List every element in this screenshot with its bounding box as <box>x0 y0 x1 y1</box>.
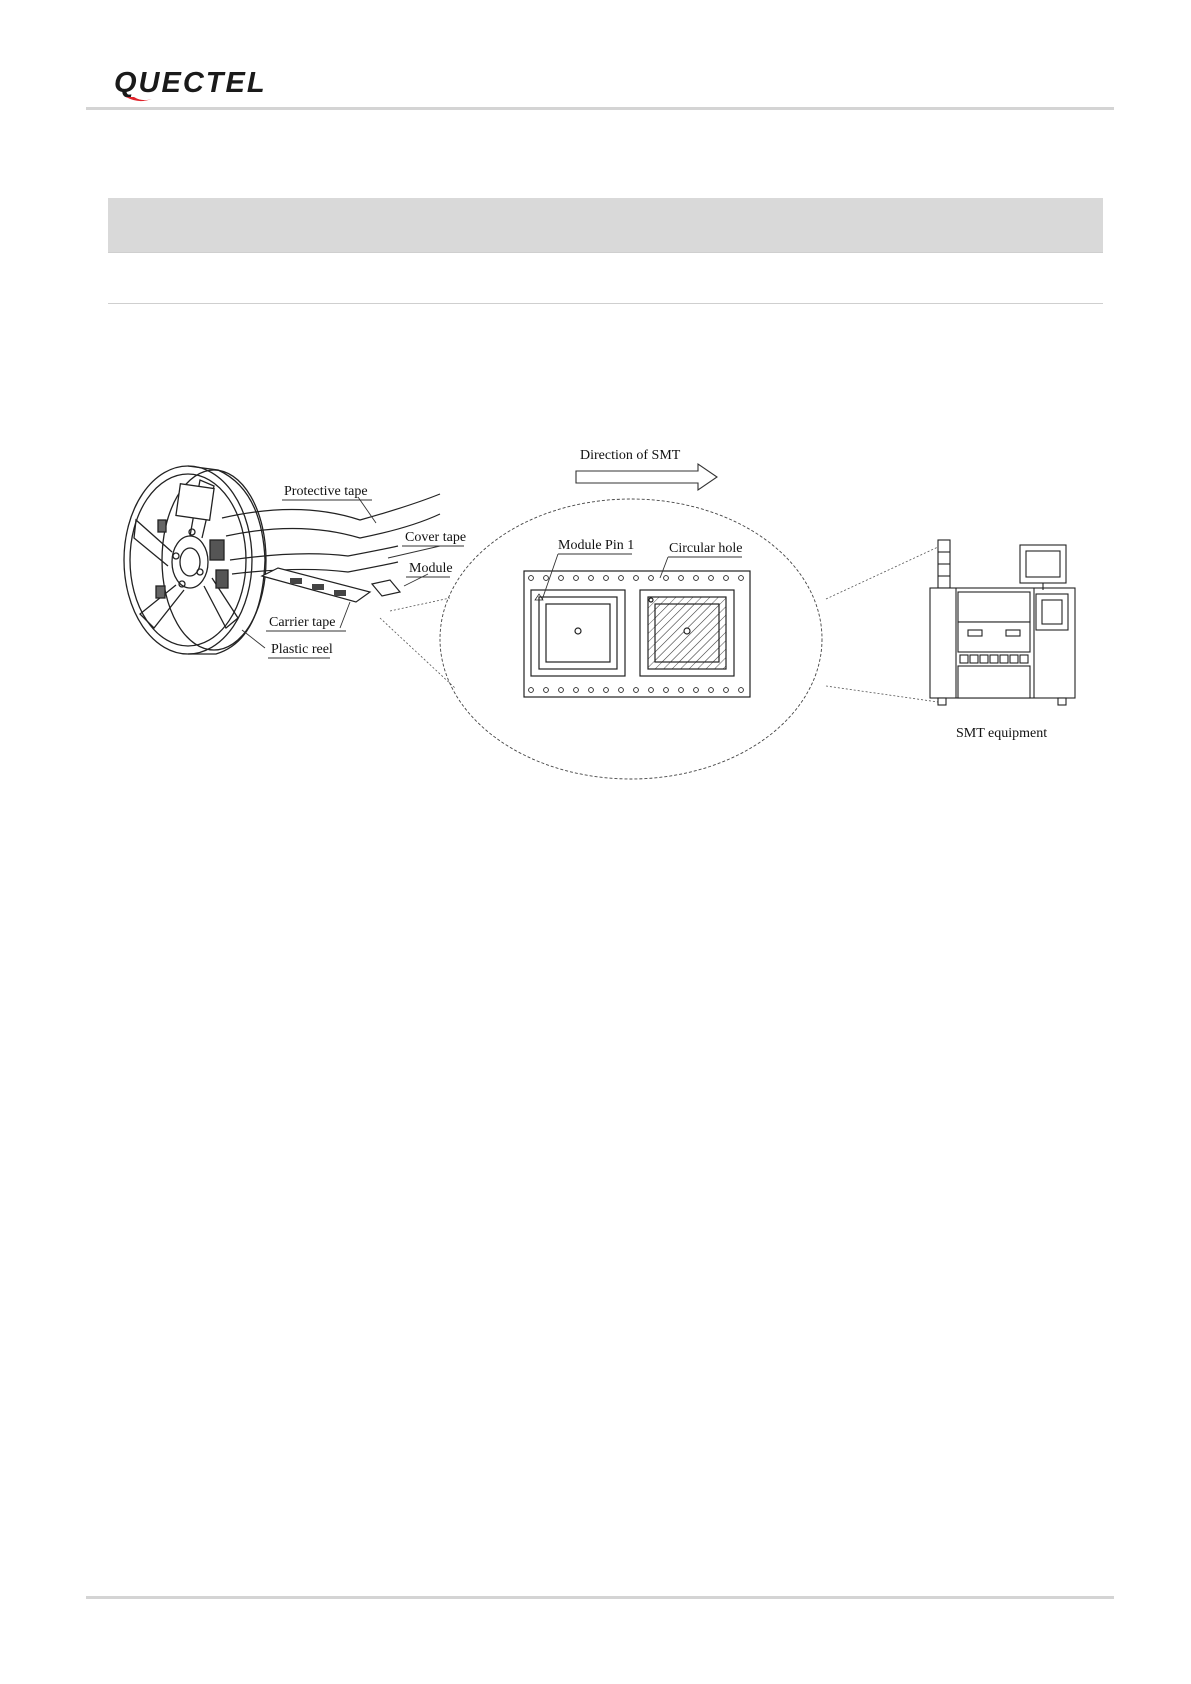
module-part <box>372 580 400 596</box>
protective-tape-label: Protective tape <box>284 484 368 499</box>
carrier-tape-label: Carrier tape <box>269 615 336 630</box>
smt-equipment-drawing <box>930 540 1075 705</box>
cover-tape-band <box>230 546 398 560</box>
plastic-reel-label: Plastic reel <box>271 642 333 657</box>
smt-equipment-label: SMT equipment <box>956 726 1048 741</box>
cover-tape-label: Cover tape <box>405 530 467 545</box>
footer-rule <box>86 1596 1114 1599</box>
module-label: Module <box>409 561 453 576</box>
direction-arrow <box>576 464 717 490</box>
carrier-tape-closeup <box>524 571 750 697</box>
plastic-reel-drawing <box>124 466 266 654</box>
direction-label: Direction of SMT <box>580 448 681 463</box>
circular-hole-label: Circular hole <box>669 541 743 556</box>
logo-wordmark: QUECTEL <box>114 67 267 99</box>
module-pin1-label: Module Pin 1 <box>558 538 635 553</box>
